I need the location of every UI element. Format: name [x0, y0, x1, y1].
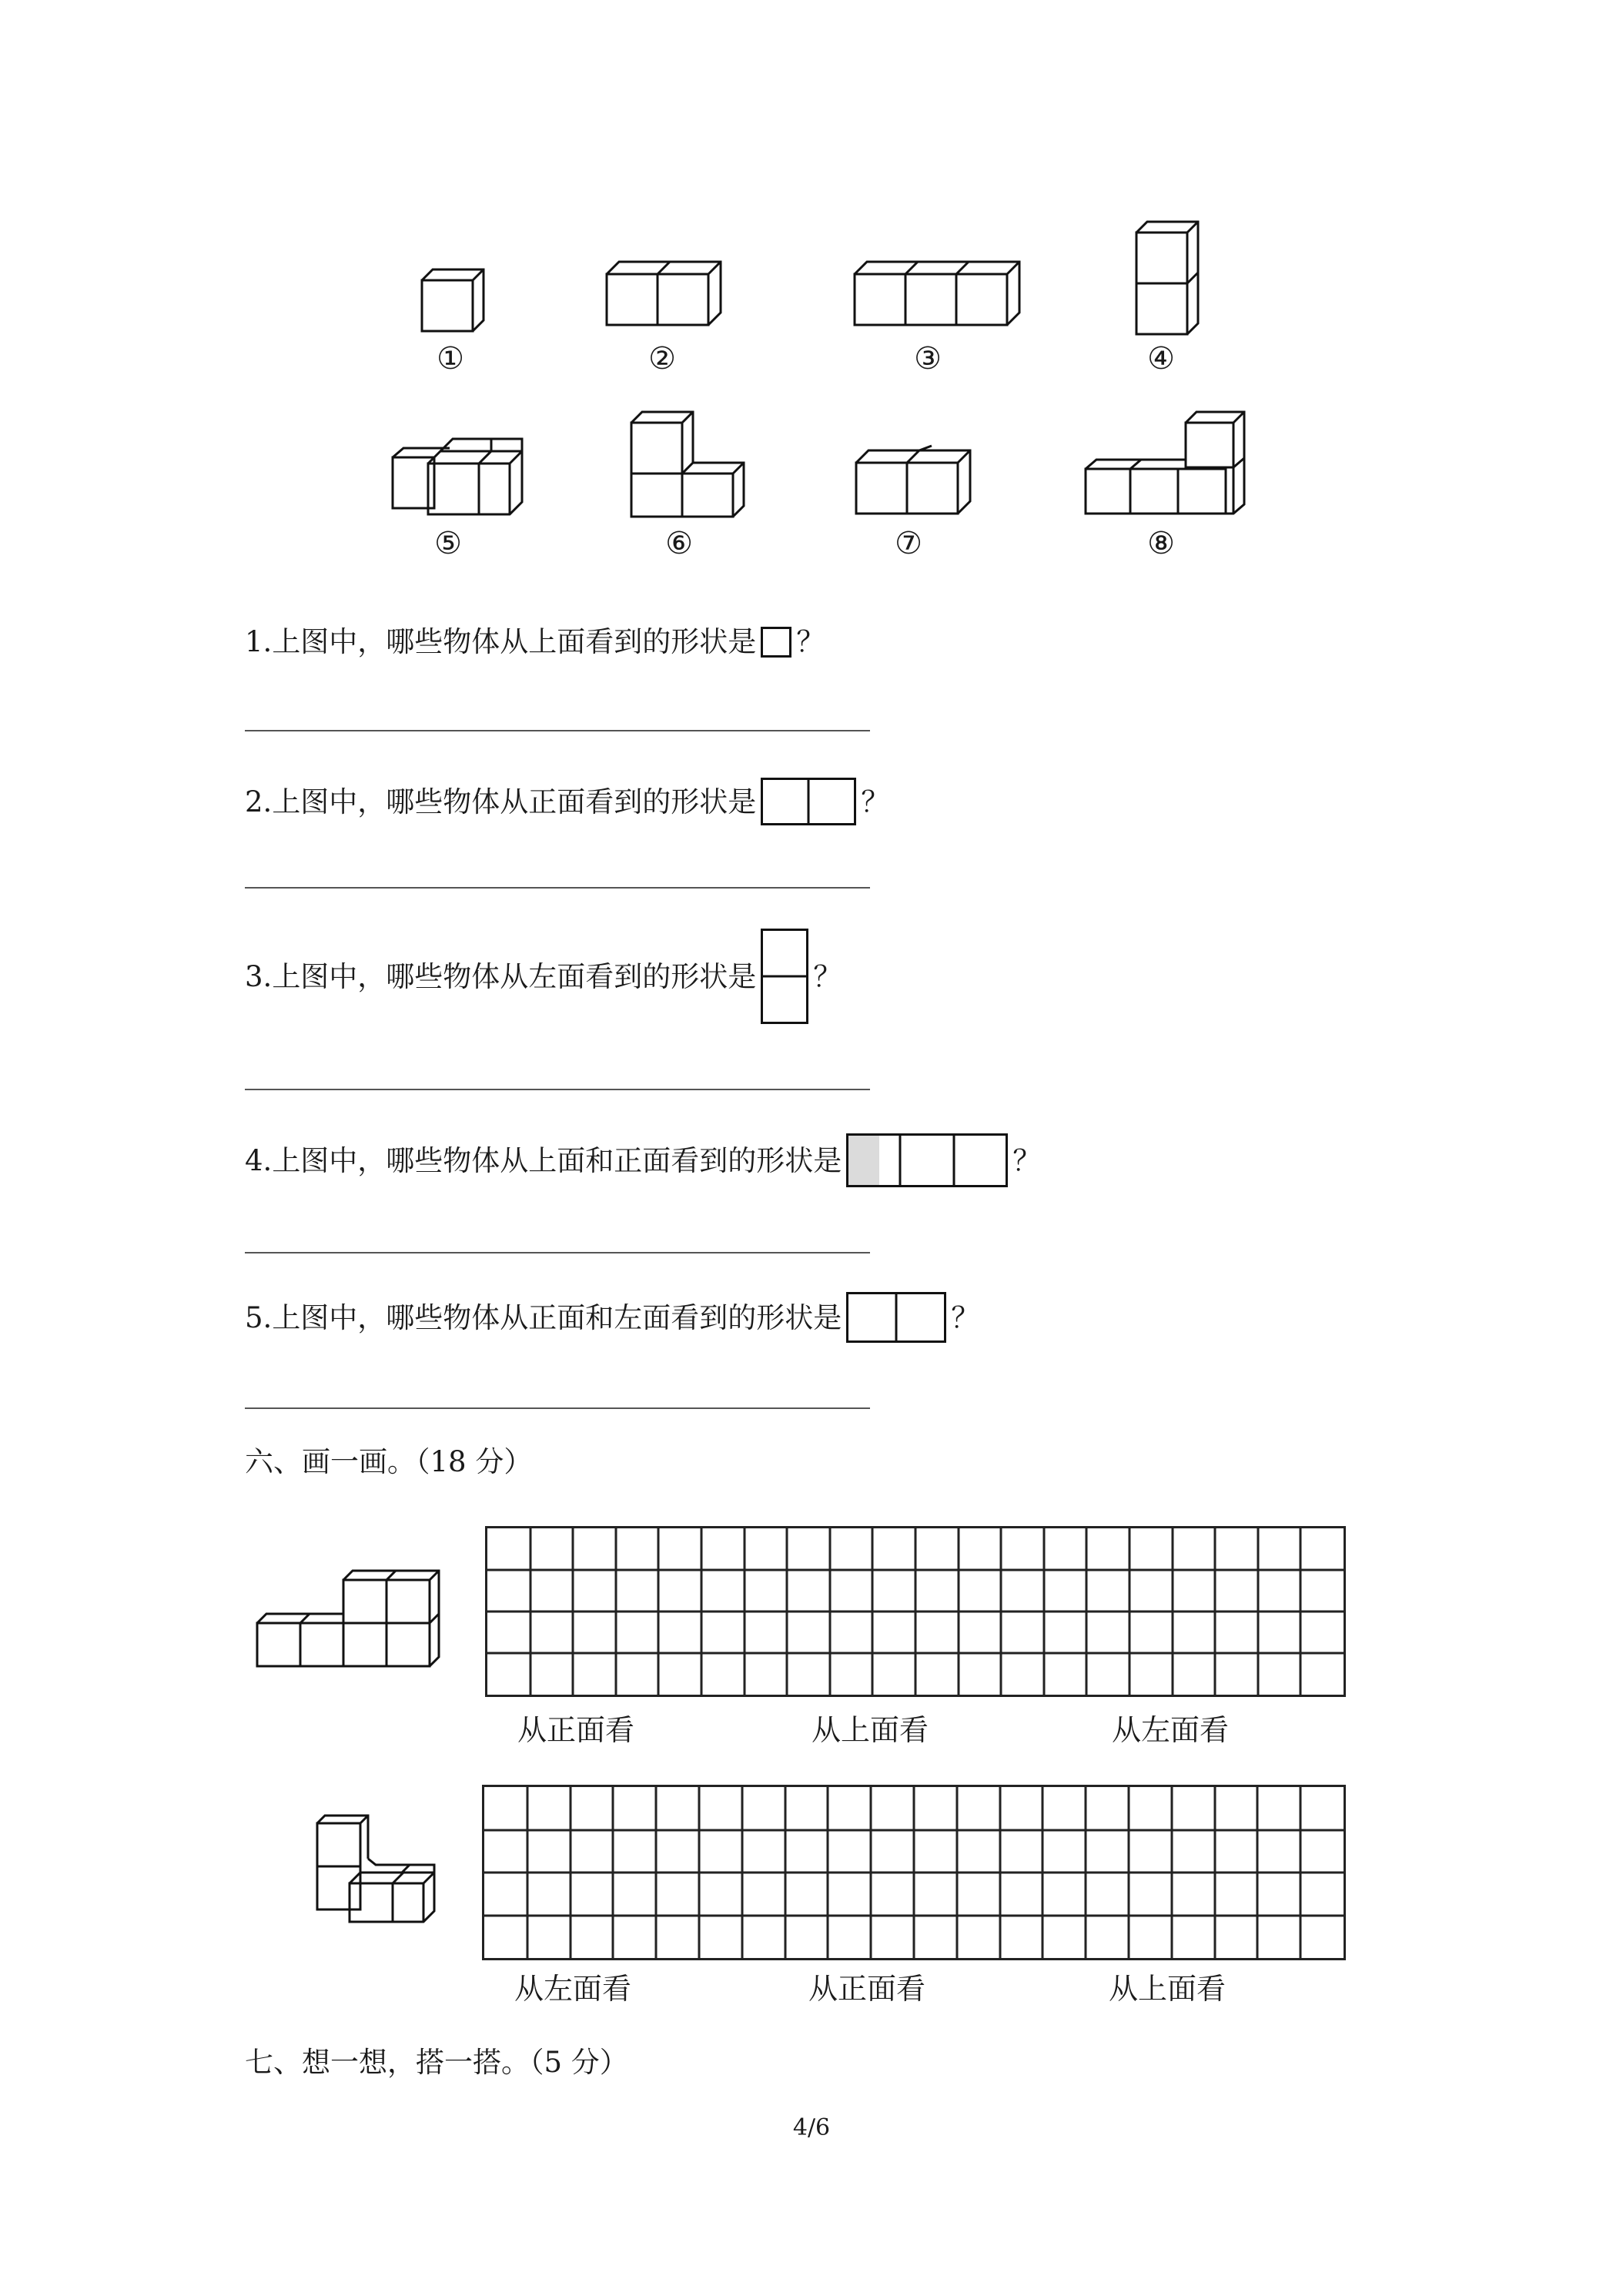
question-5: [245, 1292, 979, 1343]
question-3-mark: ？: [813, 959, 842, 993]
question-3: [245, 929, 842, 1024]
drawing-grid-2-lines: [484, 1787, 1344, 1958]
figure-label-1: ①: [437, 341, 464, 377]
question-3-number: 3.: [245, 959, 273, 993]
answer-line-1[interactable]: [245, 730, 870, 731]
two-squares-vertical-shape-icon: [761, 929, 808, 1024]
grid-1-label-top: 从上面看: [812, 1713, 929, 1747]
section-6-title: 六、画一画。（18 分）: [245, 1445, 533, 1478]
grid-2-label-left: 从左面看: [514, 1972, 632, 2006]
question-1-mark: ？: [796, 625, 825, 658]
section-7-title: 七、想一想，搭一搭。（5 分）: [245, 2046, 628, 2079]
question-2: [245, 778, 889, 825]
answer-line-5[interactable]: [245, 1407, 870, 1409]
figure-label-3: ③: [914, 341, 942, 377]
figure-label-2: ②: [648, 341, 676, 377]
single-square-shape-icon: [761, 627, 791, 658]
figure-label-7: ⑦: [895, 526, 922, 561]
question-3-text: 上图中，哪些物体从左面看到的形状是: [272, 959, 757, 993]
question-1: [245, 625, 825, 658]
question-2-text: 上图中，哪些物体从正面看到的形状是: [272, 785, 757, 818]
figure-4-cubes: [1136, 222, 1206, 340]
drawing-grid-2[interactable]: [482, 1785, 1346, 1960]
figure-2-cubes: [607, 262, 738, 334]
three-squares-horizontal-shape-icon: [846, 1133, 1008, 1187]
figure-8-cubes: [1086, 412, 1255, 523]
figure-1-cube: [422, 269, 491, 334]
answer-line-3[interactable]: [245, 1089, 870, 1090]
question-2-number: 2.: [245, 785, 273, 818]
question-5-mark: ？: [951, 1300, 980, 1334]
figure-label-8: ⑧: [1147, 526, 1175, 561]
grid-1-label-front: 从正面看: [517, 1713, 635, 1747]
question-1-text: 上图中，哪些物体从上面看到的形状是: [272, 625, 757, 658]
figure-label-5: ⑤: [434, 526, 462, 561]
question-4-number: 4.: [245, 1143, 273, 1177]
section-6-figure-2-cubes: [317, 1816, 440, 1926]
question-1-number: 1.: [245, 625, 273, 658]
figure-5-cubes: [393, 439, 531, 519]
figure-3-cubes: [855, 262, 1032, 334]
figure-label-4: ④: [1147, 341, 1175, 377]
figure-7-cubes: [856, 450, 979, 523]
page-number: 4/6: [792, 2114, 831, 2141]
answer-line-2[interactable]: [245, 887, 870, 889]
figure-label-6: ⑥: [665, 526, 693, 561]
section-6-figure-1-cubes: [257, 1571, 450, 1674]
two-squares-horizontal-shape-icon: [846, 1292, 946, 1343]
question-4-text: 上图中，哪些物体从上面和正面看到的形状是: [272, 1143, 842, 1177]
drawing-grid-1[interactable]: [485, 1526, 1346, 1697]
drawing-grid-1-lines: [487, 1528, 1344, 1695]
question-5-number: 5.: [245, 1300, 273, 1334]
two-squares-horizontal-shape-icon: [761, 778, 856, 825]
figure-6-cubes: [631, 412, 755, 523]
question-2-mark: ？: [861, 785, 890, 818]
grid-2-label-front: 从正面看: [808, 1972, 926, 2006]
question-4-mark: ？: [1012, 1143, 1042, 1177]
grid-2-label-top: 从上面看: [1109, 1972, 1226, 2006]
answer-line-4[interactable]: [245, 1252, 870, 1253]
question-5-text: 上图中，哪些物体从正面和左面看到的形状是: [272, 1300, 842, 1334]
grid-1-label-left: 从左面看: [1112, 1713, 1230, 1747]
question-4: [245, 1133, 1041, 1187]
